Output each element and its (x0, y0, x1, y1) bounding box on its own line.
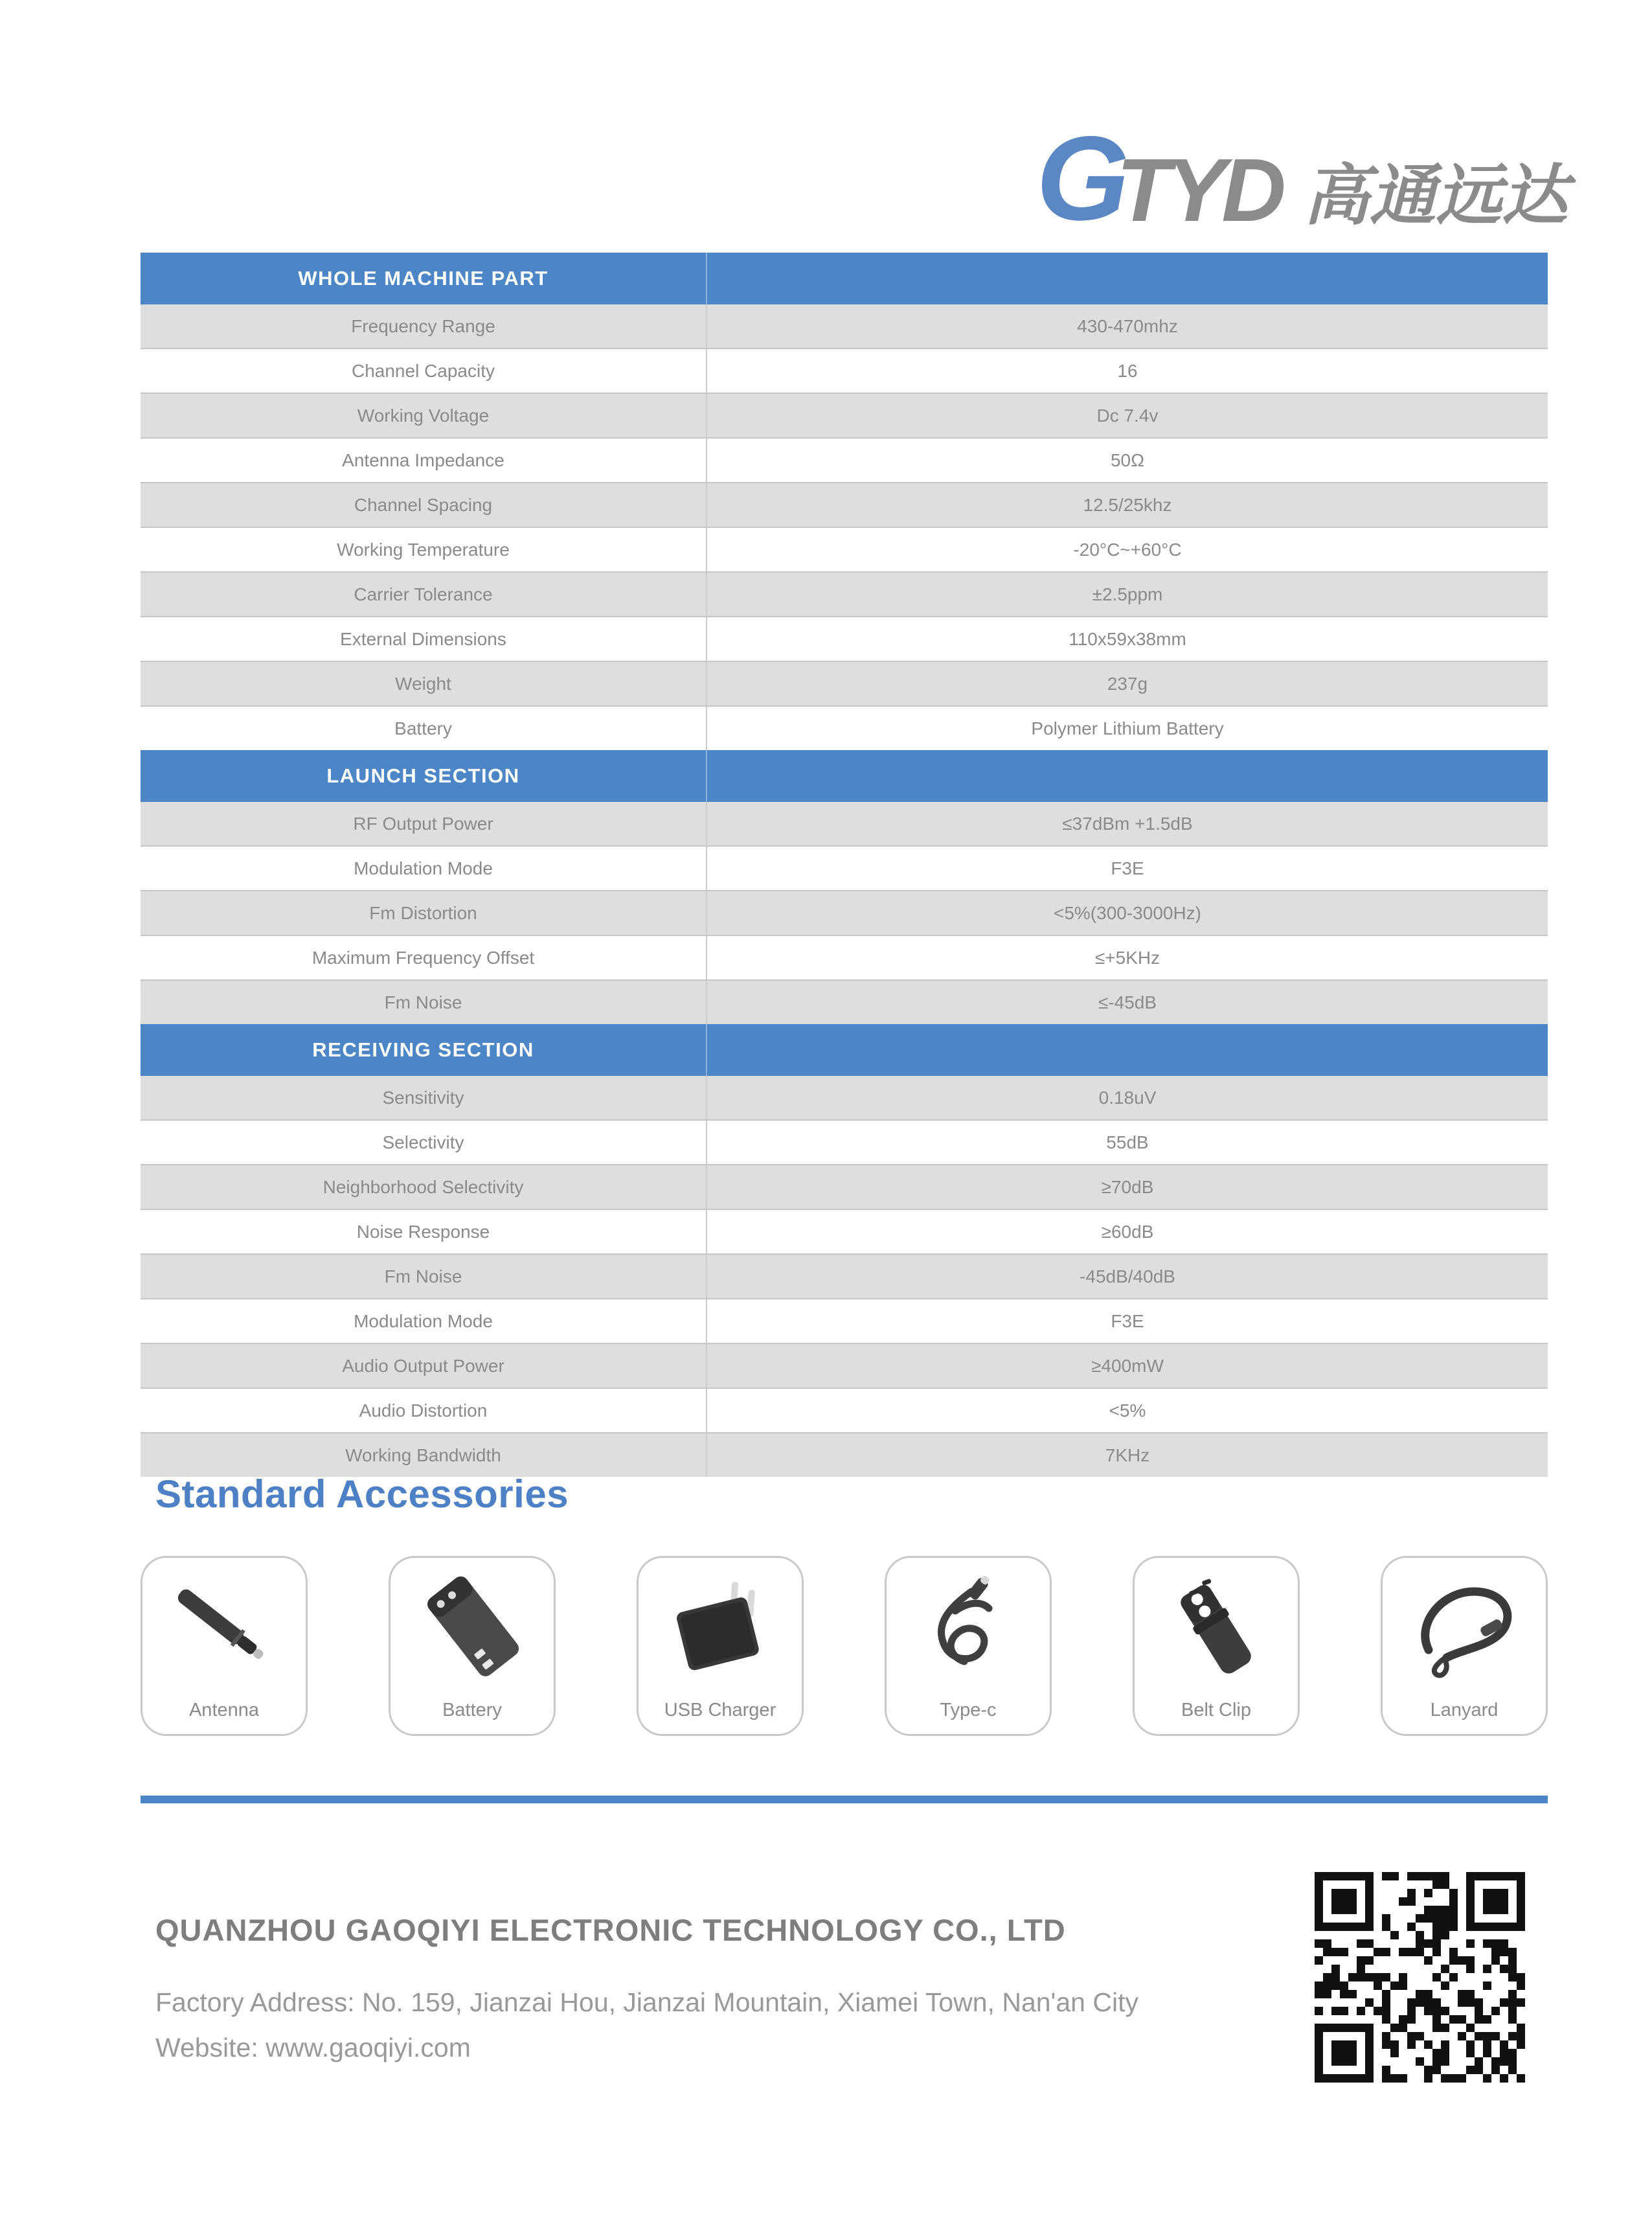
section-header (141, 253, 1548, 304)
spec-label: Working Bandwidth (141, 1433, 707, 1477)
accessory-card (637, 1556, 804, 1736)
spec-value: ±2.5ppm (1092, 584, 1163, 604)
spec-label: Noise Response (141, 1210, 707, 1253)
accessory-card (885, 1556, 1052, 1736)
spec-label: Audio Output Power (141, 1344, 707, 1388)
spec-label: Fm Noise (141, 981, 707, 1024)
spec-row (141, 890, 1548, 935)
spec-value: 430-470mhz (1077, 315, 1178, 336)
spec-value: <5%(300-3000Hz) (1053, 902, 1202, 923)
battery-icon (414, 1572, 530, 1685)
spec-label: Audio Distortion (141, 1389, 707, 1432)
spec-label: Channel Capacity (141, 349, 707, 393)
spec-value: Polymer Lithium Battery (1031, 718, 1224, 738)
spec-row (141, 802, 1548, 845)
spec-row (141, 705, 1548, 750)
spec-value: 237g (1107, 673, 1148, 694)
spec-row (141, 979, 1548, 1024)
spec-label: Maximum Frequency Offset (141, 936, 707, 979)
spec-label: Sensitivity (141, 1076, 707, 1119)
spec-value: ≥70dB (1101, 1176, 1154, 1197)
spec-row (141, 527, 1548, 571)
spec-label: Neighborhood Selectivity (141, 1165, 707, 1209)
website-line: Website: www.gaoqiyi.com (155, 2033, 471, 2062)
spec-value: -20°C~+60°C (1073, 539, 1182, 560)
spec-row (141, 1164, 1548, 1209)
section-title: RECEIVING SECTION (141, 1024, 707, 1076)
footer-divider (141, 1796, 1548, 1803)
spec-row (141, 935, 1548, 979)
factory-address: Factory Address: No. 159, Jianzai Hou, Jianzai Mountain, Xiamei Town, Nan'an City (155, 1987, 1138, 2017)
accessory-card (1381, 1556, 1548, 1736)
spec-value: Dc 7.4v (1096, 405, 1159, 426)
spec-table (141, 253, 1548, 1477)
spec-row (141, 1388, 1548, 1432)
spec-value: 55dB (1106, 1132, 1149, 1152)
spec-label: Frequency Range (141, 304, 707, 348)
type-c-cable-icon (910, 1572, 1026, 1685)
spec-label: Modulation Mode (141, 847, 707, 890)
spec-row (141, 1343, 1548, 1388)
logo-letter-g: G (1036, 112, 1126, 246)
logo-letters-tyd: TYD (1116, 141, 1282, 241)
spec-row (141, 437, 1548, 482)
accessory-label: Antenna (188, 1700, 260, 1720)
spec-row (141, 616, 1548, 661)
spec-label: Working Temperature (141, 528, 707, 571)
spec-value: 16 (1117, 360, 1138, 381)
spec-value: 12.5/25khz (1083, 494, 1172, 515)
section-header-spacer (707, 1024, 1548, 1076)
section-header-spacer (707, 750, 1548, 802)
spec-value: ≤-45dB (1098, 992, 1157, 1012)
spec-label: Weight (141, 662, 707, 705)
spec-row (141, 393, 1548, 437)
spec-label: Fm Noise (141, 1255, 707, 1298)
spec-row (141, 482, 1548, 527)
spec-row (141, 348, 1548, 393)
accessory-card (1133, 1556, 1300, 1736)
spec-row (141, 1119, 1548, 1164)
spec-value: 7KHz (1105, 1445, 1150, 1465)
spec-value: <5% (1109, 1400, 1146, 1421)
accessory-label: Type-c (940, 1700, 997, 1720)
spec-row (141, 661, 1548, 705)
accessory-label: USB Charger (664, 1700, 776, 1720)
section-title: LAUNCH SECTION (141, 750, 707, 802)
spec-label: Battery (141, 707, 707, 750)
spec-label: Selectivity (141, 1121, 707, 1164)
company-name: QUANZHOU GAOQIYI ELECTRONIC TECHNOLOGY CO., LTD (155, 1913, 1066, 1947)
accessory-card (141, 1556, 308, 1736)
accessories-heading: Standard Accessories (155, 1472, 569, 1516)
section-header-spacer (707, 253, 1548, 304)
section-title: WHOLE MACHINE PART (141, 253, 707, 304)
spec-row (141, 1209, 1548, 1253)
spec-value: F3E (1111, 1310, 1144, 1331)
spec-value: ≤37dBm +1.5dB (1062, 813, 1193, 834)
accessory-label: Battery (442, 1700, 502, 1720)
spec-value: -45dB/40dB (1080, 1266, 1175, 1286)
antenna-icon (169, 1575, 279, 1682)
spec-label: Channel Spacing (141, 483, 707, 527)
spec-label: External Dimensions (141, 617, 707, 661)
spec-label: RF Output Power (141, 802, 707, 845)
usb-charger-icon (662, 1572, 778, 1685)
accessory-label: Lanyard (1430, 1700, 1499, 1720)
spec-label: Carrier Tolerance (141, 573, 707, 616)
spec-label: Fm Distortion (141, 891, 707, 935)
section-header (141, 750, 1548, 802)
spec-row (141, 571, 1548, 616)
spec-value: ≥400mW (1091, 1355, 1164, 1376)
spec-row (141, 1432, 1548, 1477)
spec-value: 50Ω (1110, 450, 1145, 470)
spec-value: F3E (1111, 858, 1144, 878)
lanyard-icon (1403, 1572, 1526, 1685)
spec-row (141, 1298, 1548, 1343)
spec-row (141, 304, 1548, 348)
spec-value: ≤+5KHz (1094, 947, 1160, 968)
section-header (141, 1024, 1548, 1076)
spec-value: 0.18uV (1098, 1087, 1157, 1108)
spec-row (141, 845, 1548, 890)
spec-value: ≥60dB (1101, 1221, 1154, 1242)
brand-logo (1036, 109, 1568, 246)
accessories-row (141, 1556, 1548, 1736)
spec-label: Antenna Impedance (141, 439, 707, 482)
spec-row (141, 1253, 1548, 1298)
spec-row (141, 1076, 1548, 1119)
belt-clip-icon (1158, 1572, 1274, 1685)
logo-chinese-name: 高通远达 (1303, 159, 1568, 233)
accessory-card (389, 1556, 556, 1736)
accessory-label: Belt Clip (1181, 1700, 1251, 1720)
spec-label: Modulation Mode (141, 1299, 707, 1343)
spec-value: 110x59x38mm (1069, 628, 1186, 649)
spec-label: Working Voltage (141, 394, 707, 437)
qr-code (1315, 1872, 1525, 2083)
